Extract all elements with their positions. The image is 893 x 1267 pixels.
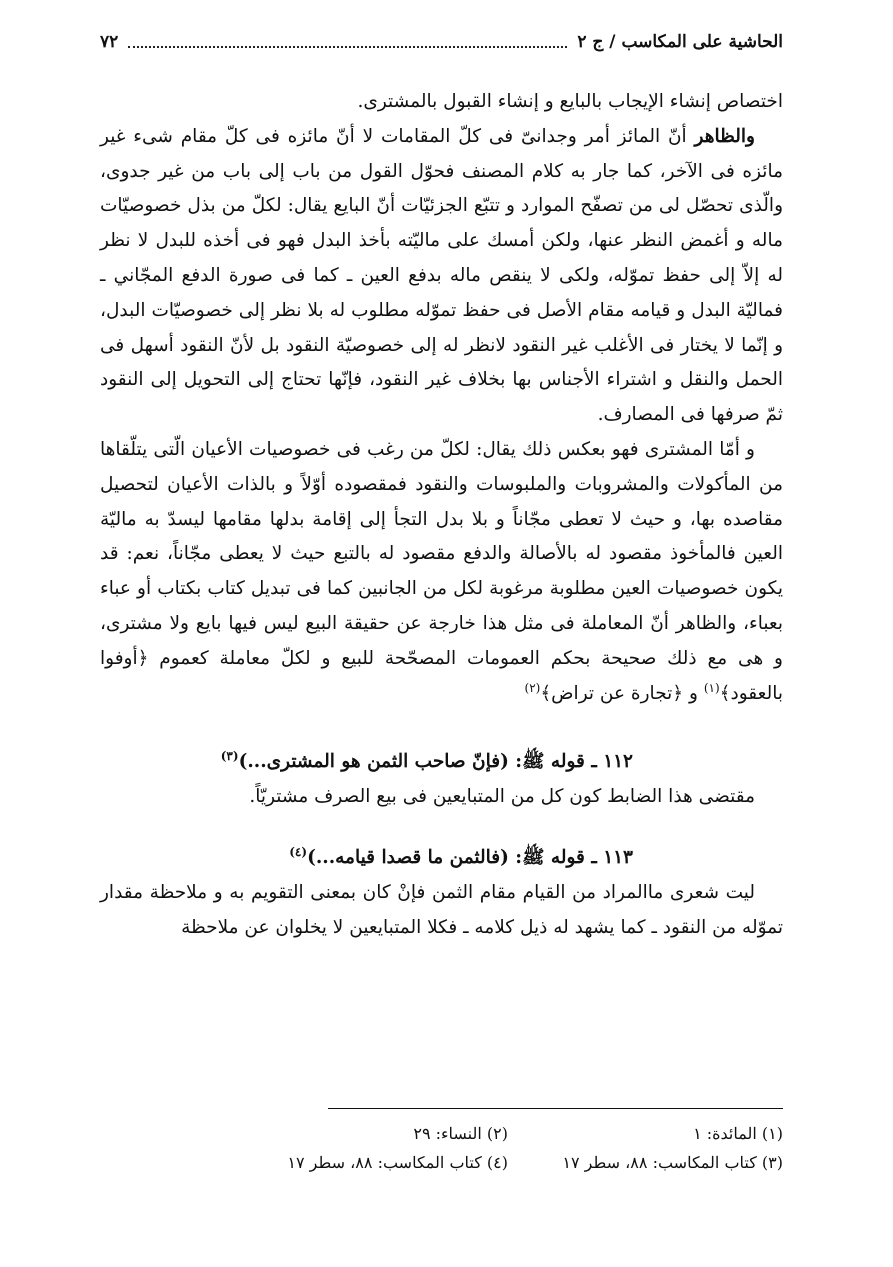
- heading-113-text: ١١٣ ـ قوله ﷺ: (فالثمن ما قصدا قيامه...): [307, 846, 633, 868]
- page-number: ٧٢: [100, 32, 119, 52]
- footnote-1: (١) المائدة: ١: [693, 1124, 783, 1143]
- running-title: الحاشية على المكاسب / ج ٢: [577, 32, 783, 52]
- paragraph-1: اختصاص إنشاء الإيجاب بالبايع و إنشاء القبول بالمشترى.: [357, 91, 783, 112]
- paragraph-2-lead: والظاهر: [694, 125, 755, 147]
- section-heading-113: [100, 841, 783, 876]
- heading-112-text: ١١٢ ـ قوله ﷺ: (فإنّ صاحب الثمن هو المشترى...): [238, 751, 633, 773]
- footnotes: [263, 1122, 783, 1175]
- footnote-2: (٢) النساء: ٢٩: [413, 1124, 508, 1143]
- footnote-ref-2: (٢): [524, 680, 541, 695]
- header-dot-leader: [128, 46, 567, 48]
- footnote-4: (٤) كتاب المكاسب: ٨٨، سطر ١٧: [287, 1153, 508, 1172]
- paragraph-113: ليت شعرى ماالمراد من القيام مقام الثمن فإنْ كان بمعنى التقويم به و ملاحظة مقدار تموّله من النقود ـ كما يشهد له ذيل كلامه ـ فكلا المتبايعين لا يخلوان عن ملاحظة: [100, 881, 783, 938]
- footnote-ref-3: (٣): [220, 749, 239, 764]
- section-gap: [100, 711, 783, 745]
- page-header: [100, 30, 783, 54]
- paragraph-3-text: و أمّا المشترى فهو بعكس ذلك يقال: لكلّ من رغب فى خصوصيات الأعيان الّتى يتلّقاها من المأكولات والمشروبات والملبوسات والنقود فمقصوده أوّلاً و بالذات الأعيان لتحصيل مقاصده بها، و حيث لا تعطى مجّاناً و بلا بدل التجأ إلى إقامة بدلها مقامها ليسدّ به ماليّة العين فالمأخوذ مقصود له بالأصالة والدفع مقصود له بالتبع حيث لا يعطى مجّاناً، نعم: قد يكون خصوصيات العين مطلوبة مرغوبة لكل من الجانبين كما فى تبديل كتاب بكتاب أو عباء بعباء، والظاهر أنّ المعاملة فى مثل هذا خارجة عن حقيقة البيع ليس فيها بايع ولا مشترى، و هى مع ذلك صحيحة بحكم العمومات المصحّحة للبيع و لكلّ معاملة كعموم ﴿أوفوا بالعقود﴾: [100, 438, 783, 704]
- footnote-ref-4: (٤): [289, 844, 308, 859]
- section-heading-112: [100, 745, 783, 780]
- paragraph-112: مقتضى هذا الضابط كون كل من المتبايعين فى بيع الصرف مشتريّاً.: [249, 786, 755, 808]
- footnote-divider: [328, 1108, 783, 1109]
- paragraph-2-text: أنّ المائز أمر وجدانىّ فى كلّ المقامات لا أنّ مائزه فى كلّ مقام شىء غير مائزه فى الآخر، كما جار به كلام المصنف فحوّل القول من باب إلى باب من غير جدوى، والّذى تحصّل لى من تصفّح الموارد و تتبّع الجزئيّات أنّ البايع يقال: لكلّ من بذل خصوصيّات ماله و أغمض النظر عنها، ولكن أمسك على ماليّته بأخذ البدل فهو فى أخذه للبدل لا نظر له إلاّ إلى حفظ تموّله، ولكى لا ينقص ماله بدفع العين ـ كما فى صورة الدفع المجّاني ـ فماليّة البدل و قيامه مقام الأصل فى حفظ تموّله مطلوب له بلا نظر إلى خصوصيّات البدل، و إنّما لا يختار فى الأغلب غير النقود لانظر له إلى خصوصيّة النقود بل لأنّ النقود أسهل فى الحمل والنقل و اشتراء الأجناس بها بخلاف غير النقود، فإنّها تحتاج إلى التحويل إلى النقود ثمّ صرفها فى المصارف.: [100, 125, 783, 426]
- main-text: [100, 85, 783, 945]
- footnote-3: (٣) كتاب المكاسب: ٨٨، سطر ١٧: [562, 1153, 783, 1172]
- paragraph-2: [100, 120, 783, 433]
- paragraph-3-mid: و ﴿تجارة عن تراض﴾: [540, 682, 704, 704]
- section-gap: [100, 815, 783, 841]
- footnote-ref-1: (١): [703, 680, 720, 695]
- paragraph-3: [100, 433, 783, 711]
